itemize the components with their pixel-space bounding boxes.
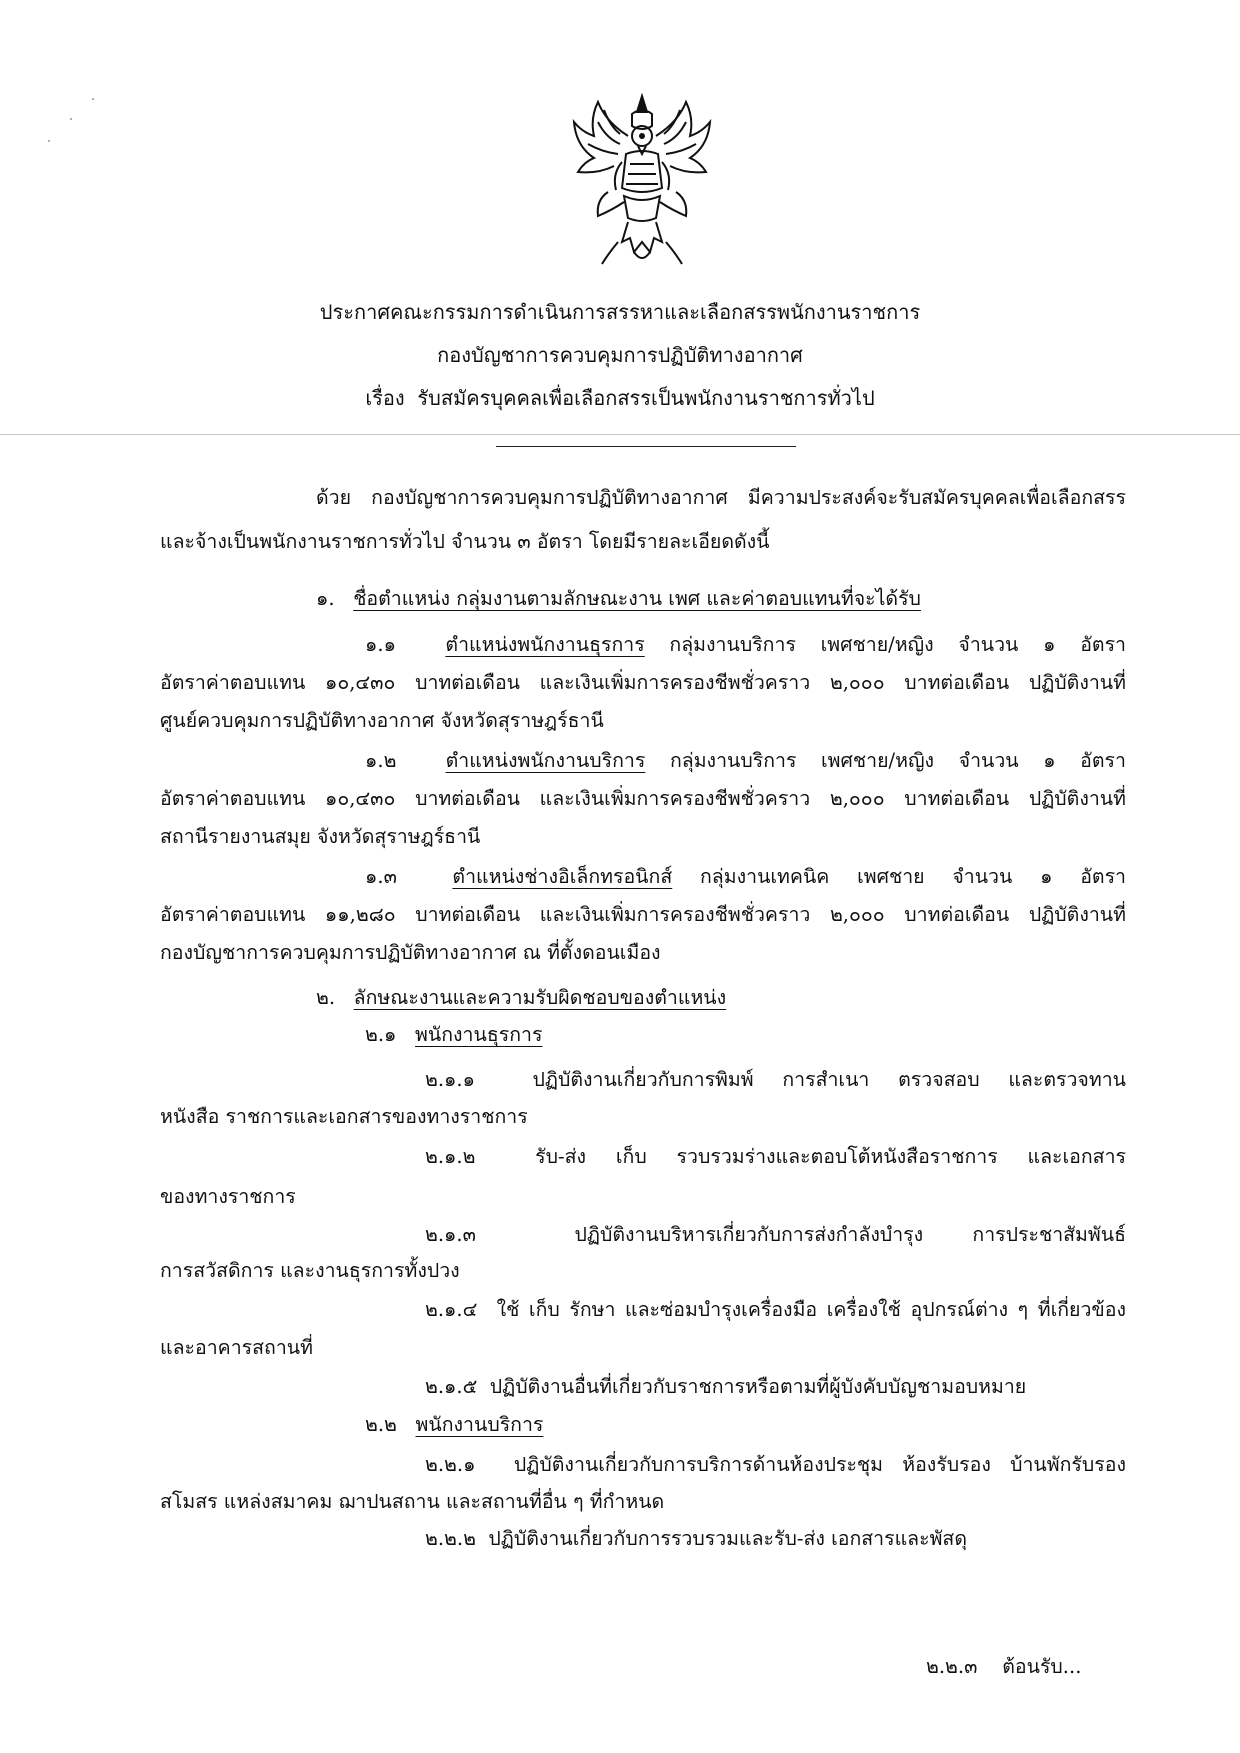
subsection-title: พนักงานบริการ xyxy=(415,1413,544,1436)
position-details: กลุ่มงานบริการ เพศชาย/หญิง จำนวน ๑ อัตรา xyxy=(669,633,1126,656)
duty-2-1-3-cont: การสวัสดิการ และงานธุรการทั้งปวง xyxy=(160,1259,460,1282)
scan-speck xyxy=(70,118,72,120)
position-1-3-line-2: อัตราค่าตอบแทน ๑๑,๒๘๐ บาทต่อเดือน และเงินเพิ่มการครองชีพชั่วคราว ๒,๐๐๐ บาทต่อเดือน ปฏิบัติงานที่ xyxy=(160,903,1126,926)
scan-speck xyxy=(48,140,50,142)
position-1-2-line-1 xyxy=(365,746,1126,776)
intro-line-2: และจ้างเป็นพนักงานราชการทั่วไป จำนวน ๓ อัตรา โดยมีรายละเอียดดังนี้ xyxy=(160,530,770,553)
duty-2-1-4-cont: และอาคารสถานที่ xyxy=(160,1336,313,1359)
garuda-emblem-icon xyxy=(568,92,716,268)
item-number: ๑.๒ xyxy=(365,749,397,772)
position-1-1-line-1 xyxy=(365,630,1126,660)
item-number: ๑.๑ xyxy=(365,633,396,656)
continuation-number: ๒.๒.๓ xyxy=(926,1655,978,1678)
duty-text: รับ-ส่ง เก็บ รวบรวมร่างและตอบโต้หนังสือราชการ และเอกสาร xyxy=(535,1145,1127,1168)
position-details: กลุ่มงานเทคนิค เพศชาย จำนวน ๑ อัตรา xyxy=(699,865,1126,888)
duty-2-2-1-cont: สโมสร แหล่งสมาคม ฌาปนสถาน และสถานที่อื่น ๆ ที่กำหนด xyxy=(160,1490,665,1513)
header-divider xyxy=(496,446,796,447)
position-1-1-line-2: อัตราค่าตอบแทน ๑๐,๔๓๐ บาทต่อเดือน และเงินเพิ่มการครองชีพชั่วคราว ๒,๐๐๐ บาทต่อเดือน ปฏิบัติงานที่ xyxy=(160,671,1126,694)
subsection-number: ๒.๒ xyxy=(365,1413,397,1436)
subject-text: รับสมัครบุคคลเพื่อเลือกสรรเป็นพนักงานราชการทั่วไป xyxy=(417,386,875,410)
duty-text: ปฏิบัติงานเกี่ยวกับการพิมพ์ การสำเนา ตรวจสอบ และตรวจทาน xyxy=(532,1068,1126,1091)
position-1-1-line-3: ศูนย์ควบคุมการปฏิบัติทางอากาศ จังหวัดสุราษฎร์ธานี xyxy=(160,709,604,732)
announcement-title-line2: กองบัญชาการควบคุมการปฏิบัติทางอากาศ xyxy=(437,343,803,367)
announcement-subject xyxy=(0,381,1240,415)
section1-title: ชื่อตำแหน่ง กลุ่มงานตามลักษณะงาน เพศ และค่าตอบแทนที่จะได้รับ xyxy=(353,587,921,610)
subsection-number: ๒.๑ xyxy=(365,1023,397,1046)
announcement-title-line1: ประกาศคณะกรรมการดำเนินการสรรหาและเลือกสรรพนักงานราชการ xyxy=(319,300,921,324)
duty-number: ๒.๒.๑ xyxy=(425,1453,476,1476)
duty-2-1-1-cont: หนังสือ ราชการและเอกสารของทางราชการ xyxy=(160,1105,528,1128)
duty-2-2-2 xyxy=(425,1524,967,1554)
continuation-text: ต้อนรับ... xyxy=(1002,1655,1082,1678)
duty-text: ปฏิบัติงานเกี่ยวกับการบริการด้านห้องประชุม ห้องรับรอง บ้านพักรับรอง xyxy=(513,1453,1126,1476)
subject-label: เรื่อง xyxy=(365,386,405,410)
duty-number: ๒.๑.๒ xyxy=(425,1145,476,1168)
duty-2-1-2-cont: ของทางราชการ xyxy=(160,1185,296,1208)
duty-2-1-4 xyxy=(425,1295,1126,1325)
subsection-2-2-heading xyxy=(365,1410,543,1440)
duty-2-1-2 xyxy=(425,1142,1126,1172)
subsection-title: พนักงานธุรการ xyxy=(415,1023,543,1046)
position-1-2-line-3: สถานีรายงานสมุย จังหวัดสุราษฎร์ธานี xyxy=(160,825,481,848)
section2-number: ๒. xyxy=(316,986,336,1009)
duty-text: ปฏิบัติงานบริหารเกี่ยวกับการส่งกำลังบำรุง การประชาสัมพันธ์ xyxy=(574,1223,1126,1246)
position-name: ตำแหน่งช่างอิเล็กทรอนิกส์ xyxy=(452,865,673,888)
position-1-3-line-3: กองบัญชาการควบคุมการปฏิบัติทางอากาศ ณ ที่ตั้งดอนเมือง xyxy=(160,941,661,964)
duty-text: ปฏิบัติงานเกี่ยวกับการรวบรวมและรับ-ส่ง เอกสารและพัสดุ xyxy=(488,1527,968,1550)
duty-2-1-3 xyxy=(425,1220,1126,1250)
section1-heading xyxy=(316,584,921,614)
scan-speck xyxy=(92,98,94,100)
duty-2-2-1 xyxy=(425,1450,1126,1480)
subsection-2-1-heading xyxy=(365,1020,542,1050)
duty-text: ปฏิบัติงานอื่นที่เกี่ยวกับราชการหรือตามที่ผู้บังคับบัญชามอบหมาย xyxy=(489,1375,1027,1398)
duty-number: ๒.๒.๒ xyxy=(425,1527,476,1550)
position-1-3-line-1 xyxy=(365,862,1126,892)
duty-number: ๒.๑.๓ xyxy=(425,1223,476,1246)
scan-fold-line xyxy=(0,434,1240,435)
duty-number: ๒.๑.๑ xyxy=(425,1068,476,1091)
duty-2-1-1 xyxy=(425,1065,1126,1095)
position-details: กลุ่มงานบริการ เพศชาย/หญิง จำนวน ๑ อัตรา xyxy=(669,749,1126,772)
duty-2-1-5 xyxy=(425,1372,1026,1402)
section1-number: ๑. xyxy=(316,587,335,610)
section2-heading xyxy=(316,983,726,1013)
duty-text: ใช้ เก็บ รักษา และซ่อมบำรุงเครื่องมือ เครื่องใช้ อุปกรณ์ต่าง ๆ ที่เกี่ยวข้อง xyxy=(496,1298,1126,1321)
position-name: ตำแหน่งพนักงานธุรการ xyxy=(445,633,645,656)
position-name: ตำแหน่งพนักงานบริการ xyxy=(445,749,646,772)
section2-title: ลักษณะงานและความรับผิดชอบของตำแหน่ง xyxy=(353,986,727,1009)
duty-number: ๒.๑.๕ xyxy=(425,1375,478,1398)
continuation-marker xyxy=(926,1652,1081,1682)
intro-line-1: ด้วย กองบัญชาการควบคุมการปฏิบัติทางอากาศ มีความประสงค์จะรับสมัครบุคคลเพื่อเลือกสรร xyxy=(316,486,1126,509)
duty-number: ๒.๑.๔ xyxy=(425,1298,478,1321)
item-number: ๑.๓ xyxy=(365,865,397,888)
position-1-2-line-2: อัตราค่าตอบแทน ๑๐,๔๓๐ บาทต่อเดือน และเงินเพิ่มการครองชีพชั่วคราว ๒,๐๐๐ บาทต่อเดือน ปฏิบัติงานที่ xyxy=(160,787,1126,810)
